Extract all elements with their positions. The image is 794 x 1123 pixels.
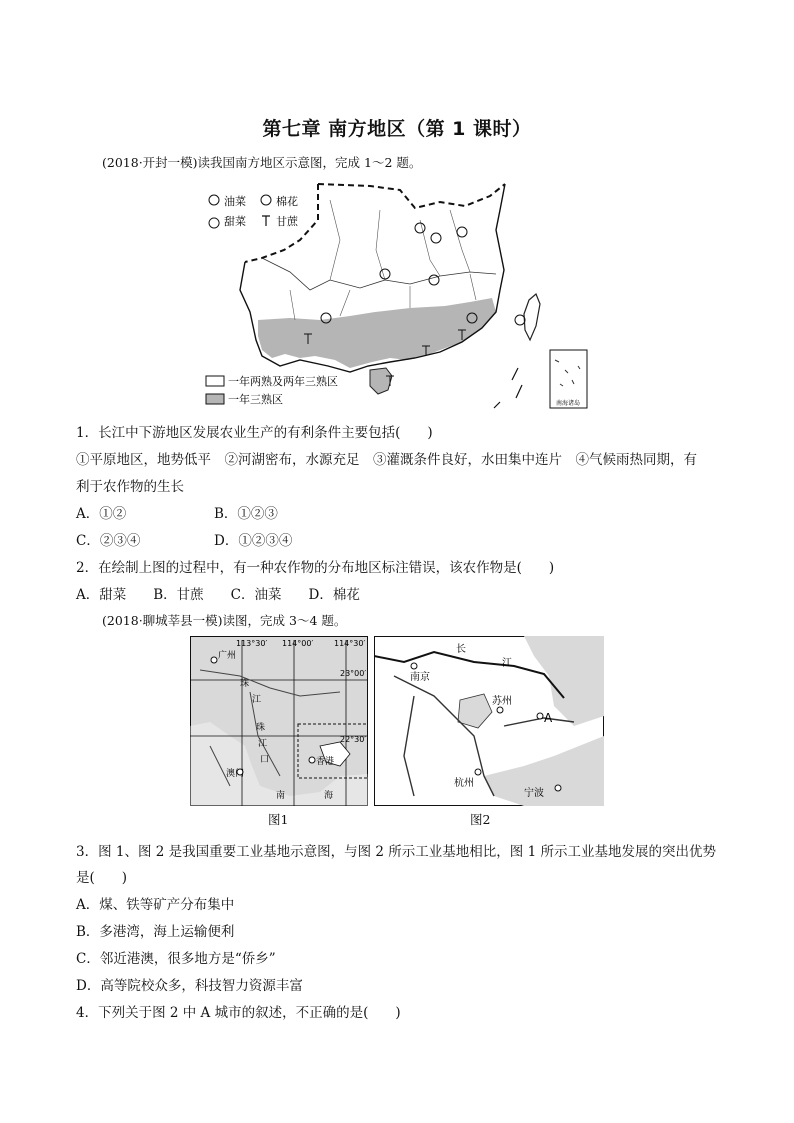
q1-option-b: B．①②③ [214, 506, 278, 522]
q1-option-c: C．②③④ [76, 533, 141, 549]
fig1-macau: 澳门 [226, 769, 245, 779]
fig1-lon-1: 113°30′ [236, 639, 268, 648]
q3-option-d: D．高等院校众多，科技智力资源丰富 [76, 978, 303, 994]
nanjing-marker [411, 663, 417, 669]
fig1-hongkong: 香港 [316, 757, 335, 767]
hangzhou-marker [475, 769, 481, 775]
south-china-sea-inset [550, 350, 587, 408]
q3-option-a: A．煤、铁等矿产分布集中 [76, 897, 235, 913]
figure-2-caption: 图2 [470, 812, 491, 827]
triple-crop-swatch [206, 394, 224, 404]
fig2-chang: 长 [456, 644, 466, 655]
fig1-kou: 口 [260, 755, 270, 765]
q1-option-d: D．①②③④ [214, 533, 293, 549]
double-crop-swatch [206, 376, 224, 386]
cotton-icon [261, 195, 271, 205]
fig1-zhu: 珠 [240, 679, 250, 689]
crop-legend [209, 194, 299, 228]
q1-option-a: A．①② [76, 506, 127, 522]
sugar-beet-icon [209, 218, 219, 228]
inset-label: 南海诸岛 [555, 400, 581, 407]
fig1-jiang: 江 [252, 695, 262, 705]
figure-1-caption: 图1 [268, 812, 289, 827]
south-china-map [200, 180, 595, 412]
yangtze-line [262, 258, 496, 290]
fig1-lon-2: 114°00′ [282, 639, 314, 648]
fig2-jiang: 江 [502, 658, 512, 669]
fig2-ningbo: 宁波 [524, 788, 544, 799]
fig1-jiang-2: 江 [258, 739, 268, 749]
fig2-nanjing: 南京 [410, 672, 430, 683]
page-title: 第七章 南方地区（第 1 课时） [262, 118, 532, 140]
figure-2-graphic [374, 636, 604, 806]
province-lines [330, 200, 470, 280]
q2-options: A．甜菜 B．甘蔗 C．油菜 D．棉花 [76, 587, 360, 603]
legend-cotton: 棉花 [276, 195, 298, 208]
fig1-lat-2: 22°30′ [340, 735, 367, 744]
q2-stem: 2．在绘制上图的过程中，有一种农作物的分布地区标注错误，该农作物是( ) [76, 560, 555, 576]
sea-border-dashes [494, 368, 522, 408]
figure-2-map [374, 636, 604, 806]
rapeseed-icon [209, 195, 219, 205]
north-boundary-east [318, 184, 505, 208]
zone-legend [206, 374, 338, 406]
fig1-hai: 海 [324, 791, 334, 801]
taiwan-island [524, 294, 540, 340]
hainan-island [370, 368, 392, 394]
suzhou-marker [497, 707, 503, 713]
city-a-marker [537, 713, 543, 719]
q1-stem: 1．长江中下游地区发展农业生产的有利条件主要包括( ) [76, 425, 433, 441]
figure-1-map [190, 636, 368, 806]
legend-triple-crop: 一年三熟区 [228, 393, 283, 406]
legend-double-crop: 一年两熟及两年三熟区 [228, 375, 338, 388]
fig1-guangzhou: 广州 [218, 651, 237, 661]
fig2-city-a: A [544, 711, 553, 725]
sugarcane-icon [262, 216, 270, 226]
fig2-suzhou: 苏州 [492, 696, 512, 707]
south-china-map-graphic [200, 180, 595, 412]
ningbo-marker [555, 785, 561, 791]
triple-crop-zone [258, 298, 496, 368]
fig1-lat-1: 23°00′ [340, 669, 367, 678]
q3-option-b: B．多港湾，海上运输便利 [76, 924, 235, 940]
q1-statements-cont: 利于农作物的生长 [76, 479, 184, 495]
q3-option-c: C．邻近港澳，很多地方是“侨乡” [76, 951, 276, 967]
fig1-nan: 南 [276, 791, 286, 801]
q3-stem: 3．图 1、图 2 是我国重要工业基地示意图，与图 2 所示工业基地相比，图 1 所示工业基地发展的突出优势 [76, 844, 716, 860]
hongkong-marker [309, 757, 315, 763]
legend-rapeseed: 油菜 [224, 195, 246, 208]
legend-sugar-beet: 甜菜 [224, 215, 246, 228]
q1-statements: ①平原地区，地势低平 ②河湖密布，水源充足 ③灌溉条件良好，水田集中连片 ④气候雨热同期，有 [76, 452, 697, 468]
q3-stem-cont: 是( ) [76, 870, 128, 886]
figure-1-graphic [190, 636, 368, 806]
guangzhou-marker [211, 657, 217, 663]
fig2-hangzhou: 杭州 [454, 778, 474, 789]
legend-sugarcane: 甘蔗 [276, 215, 298, 228]
intro-q3-4: (2018·聊城莘县一模)读图，完成 3～4 题。 [102, 613, 347, 628]
q4-stem: 4．下列关于图 2 中 A 城市的叙述，不正确的是( ) [76, 1005, 401, 1021]
fig1-lon-3: 114°30′ [334, 639, 366, 648]
fig1-zhu-2: 珠 [256, 723, 266, 733]
intro-q1-2: (2018·开封一模)读我国南方地区示意图，完成 1～2 题。 [102, 155, 422, 170]
